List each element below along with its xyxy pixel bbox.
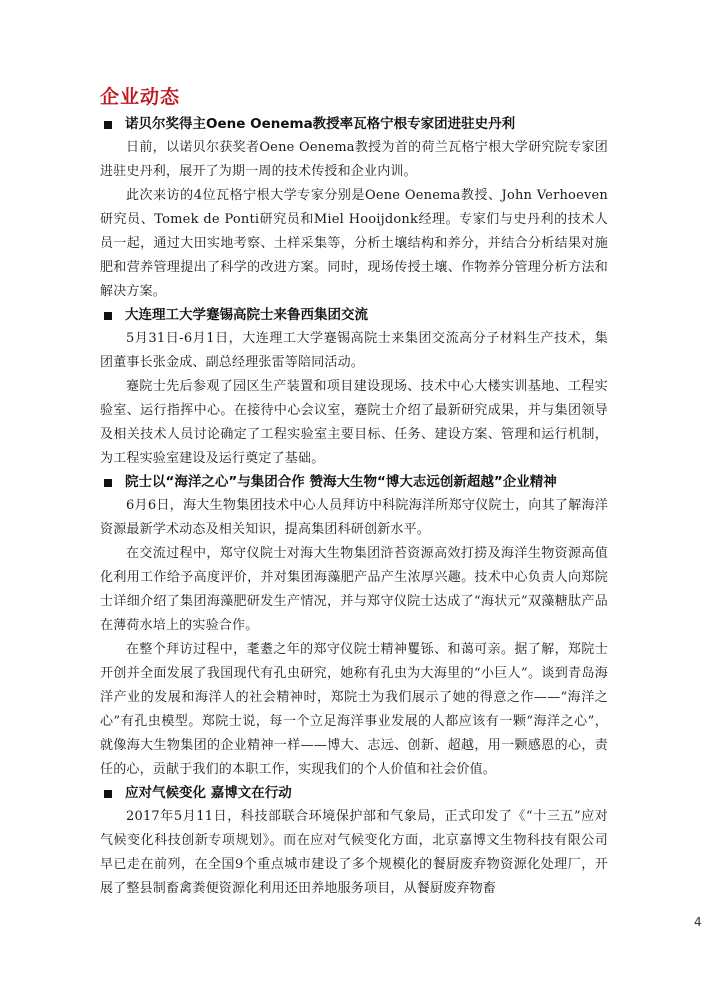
- paragraph: 在整个拜访过程中，耄耋之年的郑守仪院士精神矍铄、和蔼可亲。据了解，郑院士开创并全面发展了我国现代有孔虫研究，她称有孔虫为大海里的“小巨人”。谈到青岛海洋产业的发展和海洋人的社会精神时，郑院士为我们展示了她的得意之作——“海洋之心”有孔虫模型。郑院士说，每一个立足海洋事业发展的人都应该有一颗“海洋之心”，就像海大生物集团的企业精神一样——博大、志远、创新、超越，用一颗感恩的心，责任的心，贡献于我们的本职工作，实现我们的个人价值和社会价值。: [100, 642, 608, 777]
- section-title: 企业动态: [100, 86, 181, 108]
- article-headline: [100, 471, 608, 494]
- article: [100, 113, 608, 304]
- article: [100, 782, 608, 901]
- article: [100, 471, 608, 782]
- paragraph: 2017年5月11日，科技部联合环境保护部和气象局，正式印发了《“十三五”应对气候变化科技创新专项规划》。而在应对气候变化方面，北京嘉博文生物科技有限公司早已走在前列，在全国9个重点城市建设了多个规模化的餐厨废弃物资源化处理厂，开展了整县制畜禽粪便资源化利用还田养地服务项目，从餐厨废弃物畜: [100, 809, 608, 896]
- square-bullet-icon: [104, 790, 112, 798]
- article-headline: [100, 782, 608, 805]
- article: [100, 304, 608, 471]
- article-list: [100, 113, 608, 901]
- paragraph: 5月31日-6月1日，大连理工大学蹇锡高院士来集团交流高分子材料生产技术，集团董事长张金成、副总经理张雷等陪同活动。: [100, 331, 608, 370]
- headline-text: 大连理工大学蹇锡高院士来鲁西集团交流: [125, 307, 368, 323]
- headline-text: 诺贝尔奖得主Oene Oenema教授率瓦格宁根专家团进驻史丹利: [125, 116, 516, 132]
- square-bullet-icon: [104, 479, 112, 487]
- article-headline: [100, 113, 608, 136]
- paragraph: 蹇院士先后参观了园区生产装置和项目建设现场、技术中心大楼实训基地、工程实验室、运行指挥中心。在接待中心会议室，蹇院士介绍了最新研究成果，并与集团领导及相关技术人员讨论确定了工程实验室主要目标、任务、建设方案、管理和运行机制，为工程实验室建设及运行奠定了基础。: [100, 379, 608, 466]
- paragraph: 在交流过程中，郑守仪院士对海大生物集团浒苔资源高效打捞及海洋生物资源高值化利用工作给予高度评价，并对集团海藻肥产品产生浓厚兴趣。技术中心负责人向郑院士详细介绍了集团海藻肥研发生产情况，并与郑守仪院士达成了“海状元”双藻糖肽产品在薄荷水培上的实验合作。: [100, 546, 608, 633]
- square-bullet-icon: [104, 121, 112, 129]
- article-headline: [100, 304, 608, 327]
- paragraph: 6月6日，海大生物集团技术中心人员拜访中科院海洋所郑守仪院士，向其了解海洋资源最新学术动态及相关知识，提高集团科研创新水平。: [100, 498, 608, 537]
- paragraph: 此次来访的4位瓦格宁根大学专家分别是Oene Oenema教授、John Verhoeven研究员、Tomek de Ponti研究员和Miel Hooijdonk经理。专家们与史丹利的技术人员一起，通过大田实地考察、土样采集等，分析土壤结构和养分，并结合分析结果对施肥和营养管理提出了科学的改进方案。同时，现场传授土壤、作物养分管理分析方法和解决方案。: [100, 188, 608, 299]
- page-number: 4: [694, 915, 702, 929]
- headline-text: 院士以“海洋之心”与集团合作 赞海大生物“博大志远创新超越”企业精神: [125, 474, 557, 490]
- paragraph: 日前，以诺贝尔获奖者Oene Oenema教授为首的荷兰瓦格宁根大学研究院专家团进驻史丹利，展开了为期一周的技术传授和企业内训。: [100, 140, 608, 179]
- headline-text: 应对气候变化 嘉博文在行动: [125, 785, 292, 801]
- square-bullet-icon: [104, 312, 112, 320]
